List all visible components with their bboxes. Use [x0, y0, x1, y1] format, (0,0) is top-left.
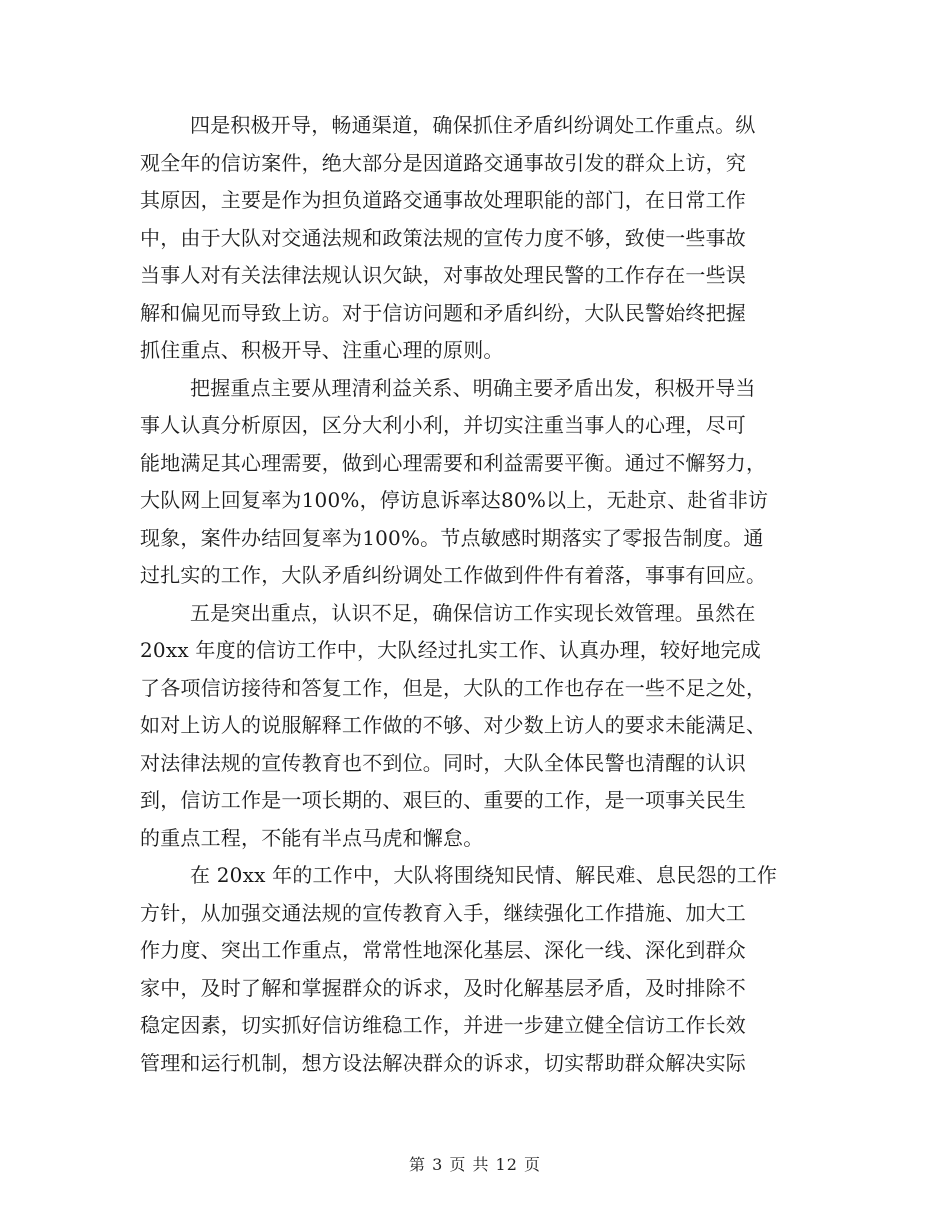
paragraph-line: 其原因，主要是作为担负道路交通事故处理职能的部门，在日常工作	[140, 188, 746, 212]
paragraph-line: 大队网上回复率为100%，停访息诉率达80%以上，无赴京、赴省非访	[140, 488, 769, 512]
paragraph-line: 抓住重点、积极开导、注重心理的原则。	[140, 338, 504, 362]
paragraph-line: 解和偏见而导致上访。对于信访问题和矛盾纠纷，大队民警始终把握	[140, 300, 746, 325]
paragraph-line: 稳定因素，切实抓好信访维稳工作，并进一步建立健全信访工作长效	[140, 1013, 746, 1037]
page-number-footer: 第 3 页 共 12 页	[409, 1155, 541, 1174]
paragraph-first-line: 四是积极开导，畅通渠道，确保抓住矛盾纠纷调处工作重点。纵	[190, 113, 756, 137]
paragraph-line: 中，由于大队对交通法规和政策法规的宣传力度不够，致使一些事故	[140, 225, 746, 250]
document-body	[140, 107, 812, 1082]
paragraph-line: 作力度、突出工作重点，常常性地深化基层、深化一线、深化到群众	[140, 938, 746, 962]
paragraph-line: 对法律法规的宣传教育也不到位。同时，大队全体民警也清醒的认识	[140, 750, 746, 775]
paragraph-line: 到，信访工作是一项长期的、艰巨的、重要的工作，是一项事关民生	[140, 788, 746, 812]
paragraph-line: 20xx 年度的信访工作中，大队经过扎实工作、认真办理，较好地完成	[140, 638, 761, 662]
paragraph-line: 过扎实的工作，大队矛盾纠纷调处工作做到件件有着落，事事有回应。	[140, 563, 767, 587]
paragraph-line: 如对上访人的说服解释工作做的不够、对少数上访人的要求未能满足、	[140, 713, 767, 737]
paragraph-line: 当事人对有关法律法规认识欠缺，对事故处理民警的工作存在一些误	[140, 263, 746, 287]
paragraph-line: 的重点工程，不能有半点马虎和懈怠。	[140, 825, 484, 850]
paragraph-line: 能地满足其心理需要，做到心理需要和利益需要平衡。通过不懈努力，	[140, 450, 767, 475]
paragraph-first-line: 五是突出重点，认识不足，确保信访工作实现长效管理。虽然在	[190, 600, 756, 625]
paragraph-line: 了各项信访接待和答复工作，但是，大队的工作也存在一些不足之处，	[140, 675, 767, 700]
paragraph-first-line: 把握重点主要从理清利益关系、明确主要矛盾出发，积极开导当	[190, 375, 756, 400]
paragraph-line: 家中，及时了解和掌握群众的诉求，及时化解基层矛盾，及时排除不	[140, 975, 746, 1000]
paragraph-line: 事人认真分析原因，区分大利小利，并切实注重当事人的心理，尽可	[140, 413, 746, 437]
paragraph-line: 方针，从加强交通法规的宣传教育入手，继续强化工作措施、加大工	[140, 900, 746, 925]
paragraph-line: 观全年的信访案件，绝大部分是因道路交通事故引发的群众上访，究	[140, 150, 746, 175]
paragraph-line: 现象，案件办结回复率为100%。节点敏感时期落实了零报告制度。通	[140, 525, 764, 550]
paragraph-first-line: 在 20xx 年的工作中，大队将围绕知民情、解民难、息民怨的工作	[190, 863, 778, 887]
paragraph-line: 管理和运行机制，想方设法解决群众的诉求，切实帮助群众解决实际	[140, 1050, 746, 1075]
